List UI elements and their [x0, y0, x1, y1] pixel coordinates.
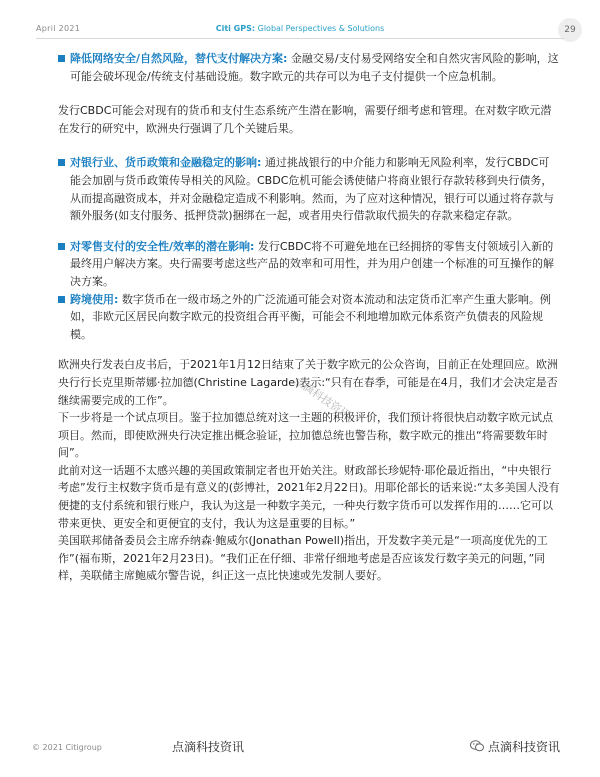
wechat-account — [470, 738, 560, 755]
report-date: April 2021 — [36, 24, 81, 33]
paragraph-fed-powell: 美国联邦储备委员会主席乔纳森·鲍威尔(Jonathan Powell)指出，开发数字美元是“一项高度优先的工作”(福布斯，2021年2月23日)。“我们正在仔细、非常仔细地考虑是否应该发行数字美元的问题，”同样，美联储主席鲍威尔警告说，纠正这一点比快速或先发制人要好。 — [58, 534, 548, 583]
bullet-text: 发行CBDC将不可避免地在已经拥挤的零售支付领域引入新的最终用户解决方案。央行需要考虑这些产品的效率和可用性，并为用户创建一个标准的可互操作的解决方案。 — [70, 239, 554, 288]
watermark-text: 点滴科技资讯 — [291, 373, 353, 423]
series-brand: Citi GPS: — [215, 24, 256, 33]
report-series-title — [0, 24, 600, 33]
paragraph-pilot-project: 下一步将是一个试点项目。鉴于拉加德总统对这一主题的积极评价，我们预计将很快启动数字欧元试点项目。然而，即使欧洲央行决定推出概念验证，拉加德总统也警告称，数字欧元的推出“将需要数年时间”。 — [58, 411, 553, 460]
bullet-lead: 对零售支付的安全性/效率的潜在影响: — [70, 239, 255, 253]
paragraph-ecb-consultation: 欧洲央行发表白皮书后，于2021年1月12日结束了关于数字欧元的公众咨询，目前正在处理回应。欧洲央行行长克里斯蒂娜·拉加德(Christine Lagarde)表示:“只有在春季，可能是在4月，我们才会决定是否继续需要完成的工作”。 — [58, 358, 558, 407]
bullet-banking-impact — [58, 154, 560, 224]
paragraph-cbdc-impact: 发行CBDC可能会对现有的货币和支付生态系统产生潜在影响，需要仔细考虑和管理。在对数字欧元潜在发行的研究中，欧洲央行强调了几个关键后果。 — [58, 104, 552, 135]
wechat-account-name: 点滴科技资讯 — [487, 740, 560, 754]
bullet-lead: 降低网络安全/自然风险，替代支付解决方案: — [70, 52, 288, 65]
bullet-lead: 对银行业、货币政策和金融稳定的影响: — [70, 156, 262, 170]
page-header — [0, 0, 600, 44]
bullet-text: 通过挑战银行的中介能力和影响无风险利率，发行CBDC可能会加剧与货币政策传导相关的风险。CBDC危机可能会诱使储户将商业银行存款转移到央行债务，从而提高融资成本，并对金融稳定造成不利影响。然而，为了应对这种情况，银行可以通过将存款与额外服务(如支付服务、抵押贷款)捆绑在一起，或者用央行借款取代损失的存款来稳定存款。 — [70, 156, 554, 223]
copyright: © 2021 Citigroup — [32, 743, 102, 752]
wechat-icon — [470, 740, 484, 752]
bullet-cross-border — [58, 291, 560, 344]
paragraph-us-policy: 此前对这一话题不太感兴趣的美国政策制定者也开始关注。财政部长珍妮特·耶伦最近指出，“中央银行考虑”发行主权数字货币是有意义的(彭博社，2021年2月22日)。用耶伦部长的话来说:“太多美国人没有便捷的支付系统和银行账户，我认为这是一种数字美元，一种央行数字货币可以发挥作用的……它可以带来更快、更安全和更便宜的支付，我认为这是重要的目标。” — [58, 463, 560, 530]
document-body — [58, 50, 560, 585]
footer-source-label: 点滴科技资讯 — [172, 740, 245, 754]
bullet-text: 金融交易/支付易受网络安全和自然灾害风险的影响，这可能会破坏现金/传统支付基础设施。数字欧元的共存可以为电子支付提供一个应急机制。 — [70, 52, 559, 83]
series-subtitle: Global Perspectives & Solutions — [255, 24, 385, 33]
page-number-badge: 29 — [558, 18, 582, 42]
bullet-text: 数字货币在一级市场之外的广泛流通可能会对资本流动和法定货币汇率产生重大影响。例如，非欧元区居民向数字欧元的投资组合再平衡，可能会不利地增加欧元体系资产负债表的风险规模。 — [70, 292, 551, 341]
header-divider — [36, 38, 564, 39]
bullet-retail-payments — [58, 238, 560, 291]
page-footer — [0, 736, 600, 777]
bullet-lead: 跨境使用: — [70, 292, 119, 306]
bullet-cyber-risk — [58, 50, 560, 85]
